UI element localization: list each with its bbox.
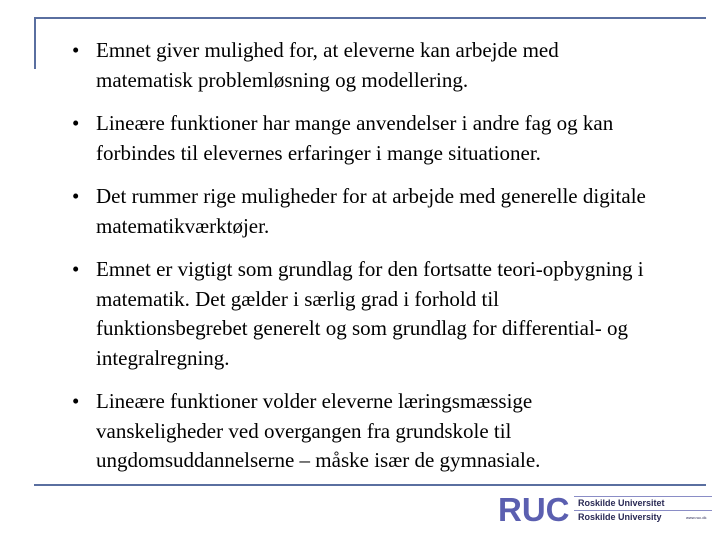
bullet-text: Det rummer rige muligheder for at arbejde med generelle digitale matematikværktøjer. [96,184,646,238]
bullet-item [72,387,652,476]
logo-divider [574,496,712,497]
slide-frame-top-line [34,17,706,19]
bullet-list [72,36,652,490]
slide-frame-bottom-line [34,484,706,486]
bullet-text: Emnet er vigtigt som grundlag for den fortsatte teori-opbygning i matematik. Det gælder i særlig grad i forhold til funktionsbegrebet generelt og som grundlag for differential- og integralregning. [96,257,644,370]
bullet-dot: • [72,389,80,413]
bullet-dot: • [72,38,80,62]
bullet-item [72,36,652,95]
logo-mark: RUC [498,491,570,528]
slide-frame-left-line [34,17,36,69]
logo-url: www.ruc.dk [686,515,707,520]
bullet-item [72,255,652,373]
bullet-dot: • [72,184,80,208]
logo-divider [574,510,712,511]
bullet-item [72,182,652,241]
bullet-text: Lineære funktioner volder eleverne læringsmæssige vanskeligheder ved overgangen fra grundskole til ungdomsuddannelserne – måske især de gymnasiale. [96,389,541,472]
bullet-item [72,109,652,168]
ruc-logo [498,492,713,532]
logo-name-english: Roskilde University [578,512,662,522]
bullet-text: Lineære funktioner har mange anvendelser i andre fag og kan forbindes til elevernes erfaringer i mange situationer. [96,111,614,165]
bullet-text: Emnet giver mulighed for, at eleverne kan arbejde med matematisk problemløsning og modellering. [96,38,559,92]
bullet-dot: • [72,257,80,281]
bullet-dot: • [72,111,80,135]
logo-name-danish: Roskilde Universitet [578,498,665,508]
